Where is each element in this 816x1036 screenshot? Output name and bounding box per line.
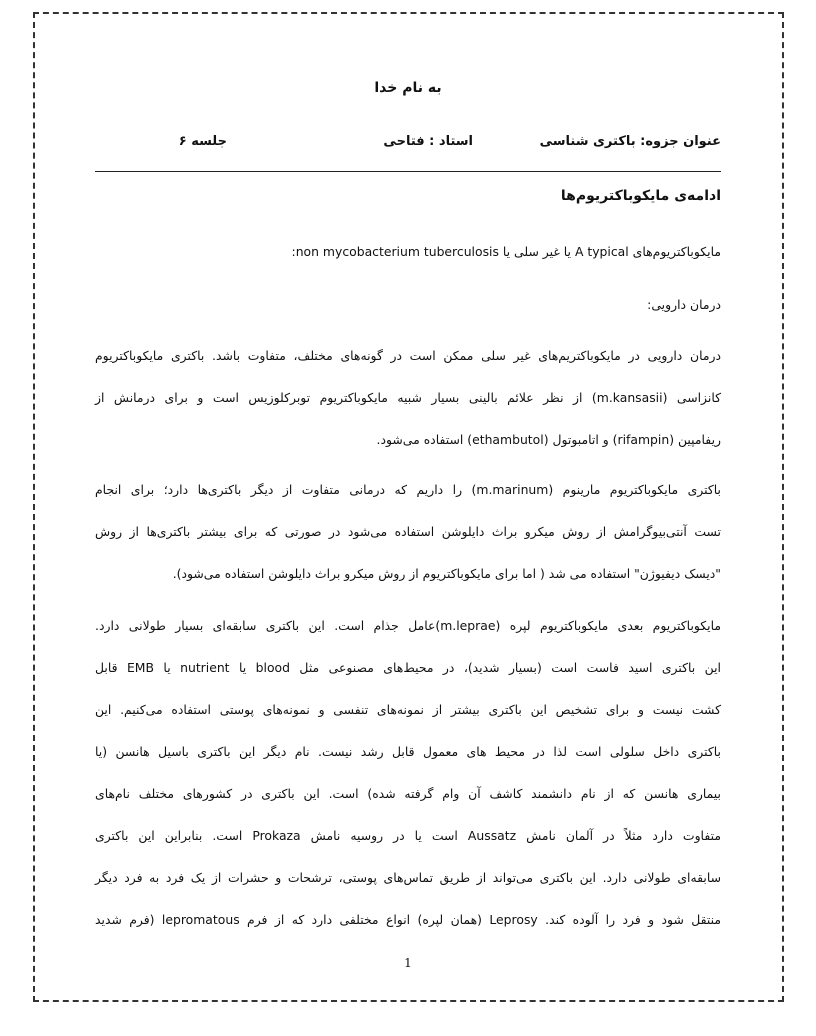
paragraph-line: کشت نیست و برای تشخیص این باکتری بیشتر از نمونه‌های تنفسی و نمونه‌های پوستی استفاده می‌کنیم. این	[95, 702, 721, 717]
paragraph-line: سابقه‌ای طولانی دارد. این باکتری می‌تواند از طریق تماس‌های پوستی، ترشحات و حشرات از یک فرد به فرد دیگر	[95, 870, 721, 885]
section-heading: ادامه‌ی مایکوباکتریوم‌ها	[560, 188, 721, 204]
session-number: جلسه ۶	[178, 134, 227, 149]
paragraph-line: تست آنتی‌بیوگرامش از روش میکرو براث دایلوشن استفاده می‌شود در صورتی که برای بیشتر باکتری‌ها از روش	[95, 524, 721, 539]
paragraph-line: بیماری هانسن که از نام دانشمند کاشف آن وام گرفته شده) است. این باکتری در کشورهای مختلف نام‌های	[95, 786, 721, 801]
paragraph-line: ریفامپین (rifampin) و اتامبوتول (ethambutol) استفاده می‌شود.	[376, 432, 721, 447]
document-header	[95, 134, 721, 156]
intro-line: مایکوباکتریوم‌های A typical یا غیر سلی یا non mycobacterium tuberculosis:	[291, 244, 721, 259]
paragraph-2	[95, 469, 721, 595]
pamphlet-title: عنوان جزوه: باکتری شناسی	[539, 134, 721, 149]
paragraph-line: منتقل شود و فرد را آلوده کند. Leprosy (همان لپره) انواع مختلفی دارد که از فرم lepromatous (فرم شدید	[95, 912, 721, 927]
paragraph-line: مایکوباکتریوم بعدی مایکوباکتریوم لپره (m.leprae)عامل جذام است. این باکتری سابقه‌ای بسیار طولانی دارد.	[95, 618, 721, 633]
paragraph-line: باکتری داخل سلولی است لذا در محیط های معمول قابل رشد نیست. نام دیگر این باکتری باسیل هانسن (یا	[95, 744, 721, 759]
paragraph-line: درمان دارویی در مایکوباکتریم‌های غیر سلی ممکن است در گونه‌های مختلف، متفاوت باشد. باکتری مایکوباکتریوم	[95, 348, 721, 363]
paragraph-line: این باکتری اسید فاست است (بسیار شدید)، در محیط‌های مصنوعی مثل blood یا nutrient یا EMB قابل	[95, 660, 721, 675]
document-title: به نام خدا	[374, 80, 442, 96]
paragraph-3	[95, 605, 721, 941]
subheading-drug-treatment: درمان دارویی:	[647, 297, 721, 312]
paragraph-line: "دیسک دیفیوژن" استفاده می شد ( اما برای مایکوباکتریوم از روش میکرو براث دایلوشن استفاده می‌شود).	[172, 566, 721, 581]
paragraph-1	[95, 335, 721, 461]
professor-name: استاد : فتاحی	[383, 134, 473, 149]
header-divider	[95, 171, 721, 172]
paragraph-line: متفاوت دارد مثلاً در آلمان نامش Aussatz است یا در روسیه نامش Prokaza است. بنابراین این باکتری	[95, 828, 721, 843]
paragraph-line: کانزاسی (m.kansasii) از نظر علائم بالینی بسیار شبیه مایکوباکتریوم توبرکلوزیس است و برای درمانش از	[95, 390, 721, 405]
paragraph-line: باکتری مایکوباکتریوم مارینوم (m.marinum) را داریم که درمانی متفاوت از دیگر باکتری‌ها دارد؛ برای انجام	[95, 482, 721, 497]
page-number: 1	[404, 956, 412, 970]
